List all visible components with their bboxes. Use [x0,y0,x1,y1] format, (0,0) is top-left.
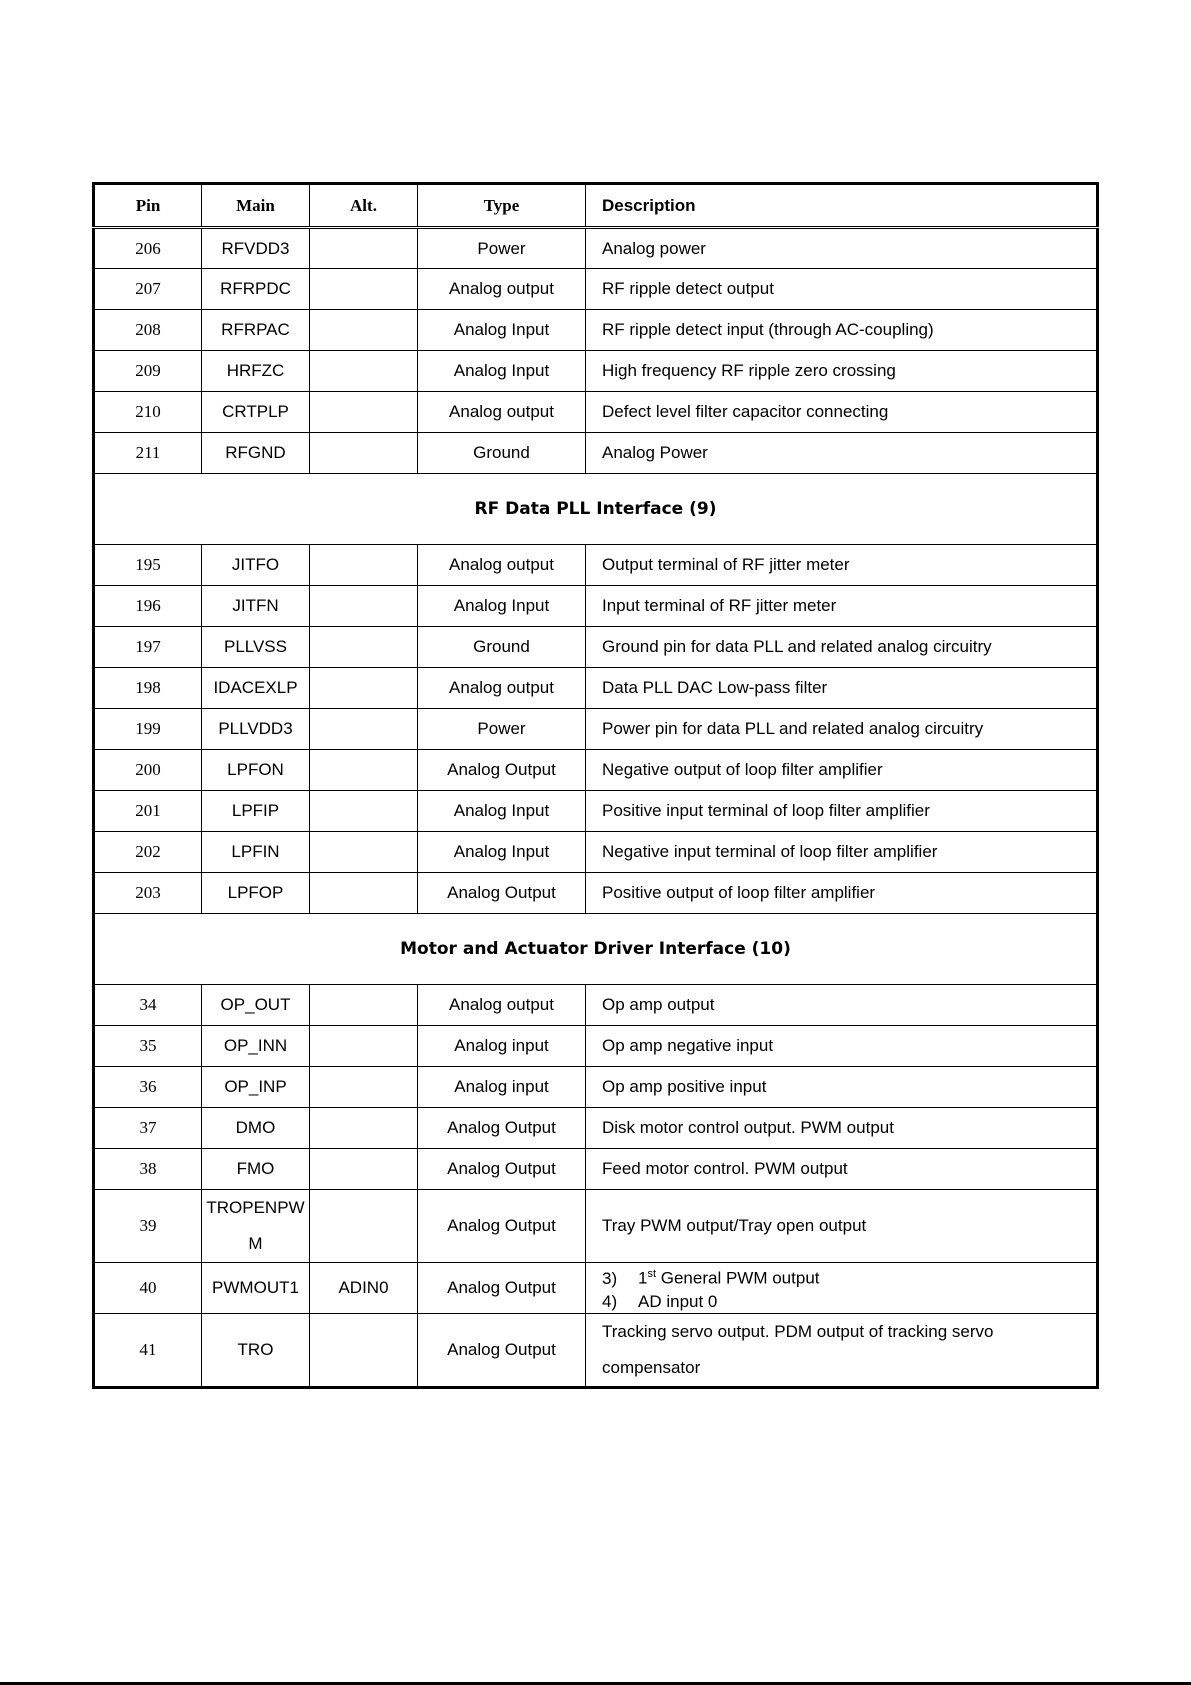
description-line-2: compensator [602,1357,701,1377]
alt-cell [310,750,418,791]
pin-description-table [92,182,1099,1389]
pin-cell: 210 [94,392,202,433]
description-cell: Op amp positive input [586,1067,1098,1108]
pin-cell: 203 [94,873,202,914]
type-cell: Analog Output [418,1313,586,1387]
table-row [94,873,1098,914]
table-row [94,228,1098,269]
type-cell: Analog output [418,269,586,310]
description-cell: Feed motor control. PWM output [586,1149,1098,1190]
main-line-2: M [248,1234,263,1253]
pin-cell: 206 [94,228,202,269]
main-cell: PWMOUT1 [202,1263,310,1314]
type-cell: Analog Input [418,791,586,832]
alt-cell: ADIN0 [310,1263,418,1314]
main-line-1: TROPENPW [206,1198,305,1217]
header-description: Description [586,184,1098,228]
type-cell: Analog Input [418,832,586,873]
type-cell: Analog Input [418,351,586,392]
pin-cell: 36 [94,1067,202,1108]
table-row [94,832,1098,873]
header-type: Type [418,184,586,228]
type-cell: Analog output [418,985,586,1026]
description-cell [586,1313,1098,1387]
table-row [94,545,1098,586]
type-cell: Power [418,228,586,269]
type-cell: Analog output [418,545,586,586]
description-cell: Op amp output [586,985,1098,1026]
description-cell: Output terminal of RF jitter meter [586,545,1098,586]
type-cell: Analog Output [418,1263,586,1314]
description-cell: Power pin for data PLL and related analog circuitry [586,709,1098,750]
pin-cell: 41 [94,1313,202,1387]
main-cell: RFRPAC [202,310,310,351]
alt-cell [310,1313,418,1387]
main-cell: IDACEXLP [202,668,310,709]
description-cell: RF ripple detect input (through AC-coupling) [586,310,1098,351]
pin-cell: 202 [94,832,202,873]
table-row [94,1026,1098,1067]
list-text: General PWM output [656,1268,820,1288]
type-cell: Ground [418,627,586,668]
table-row [94,1263,1098,1314]
header-pin: Pin [94,184,202,228]
alt-cell [310,791,418,832]
section-row [94,474,1098,545]
pin-cell: 38 [94,1149,202,1190]
description-cell: Data PLL DAC Low-pass filter [586,668,1098,709]
main-cell: PLLVSS [202,627,310,668]
description-cell: Ground pin for data PLL and related analog circuitry [586,627,1098,668]
table-row [94,1067,1098,1108]
table-row [94,709,1098,750]
description-cell: Analog Power [586,433,1098,474]
pin-cell: 37 [94,1108,202,1149]
description-cell: Negative output of loop filter amplifier [586,750,1098,791]
table-row [94,310,1098,351]
table-row [94,586,1098,627]
main-cell [202,1190,310,1263]
main-cell: RFRPDC [202,269,310,310]
main-cell: TRO [202,1313,310,1387]
alt-cell [310,433,418,474]
main-cell: OP_INP [202,1067,310,1108]
main-cell: LPFOP [202,873,310,914]
main-cell: JITFO [202,545,310,586]
type-cell: Analog output [418,392,586,433]
description-cell: Positive output of loop filter amplifier [586,873,1098,914]
pin-cell: 195 [94,545,202,586]
table-row [94,351,1098,392]
list-item [602,1290,1096,1313]
table-row [94,750,1098,791]
alt-cell [310,627,418,668]
alt-cell [310,1026,418,1067]
alt-cell [310,351,418,392]
description-list [602,1263,1096,1313]
table-row [94,1149,1098,1190]
alt-cell [310,228,418,269]
description-cell: Negative input terminal of loop filter amplifier [586,832,1098,873]
table-header-row [94,184,1098,228]
alt-cell [310,586,418,627]
type-cell: Power [418,709,586,750]
type-cell: Analog Input [418,310,586,351]
list-text: AD input 0 [638,1291,718,1311]
alt-cell [310,1108,418,1149]
type-cell: Analog input [418,1067,586,1108]
pin-cell: 40 [94,1263,202,1314]
description-line-1: Tracking servo output. PDM output of tracking servo [602,1321,994,1341]
section-title-motor-actuator: Motor and Actuator Driver Interface (10) [94,914,1098,985]
alt-cell [310,545,418,586]
alt-cell [310,1067,418,1108]
main-cell: RFGND [202,433,310,474]
section-title-rf-data-pll: RF Data PLL Interface (9) [94,474,1098,545]
table-row [94,392,1098,433]
description-cell: Tray PWM output/Tray open output [586,1190,1098,1263]
type-cell: Ground [418,433,586,474]
header-main: Main [202,184,310,228]
main-cell: RFVDD3 [202,228,310,269]
pin-cell: 199 [94,709,202,750]
pin-cell: 197 [94,627,202,668]
main-cell: OP_INN [202,1026,310,1067]
type-cell: Analog Output [418,1149,586,1190]
list-superscript: st [647,1268,657,1280]
pin-cell: 200 [94,750,202,791]
main-cell: LPFON [202,750,310,791]
alt-cell [310,1149,418,1190]
description-cell: Disk motor control output. PWM output [586,1108,1098,1149]
type-cell: Analog Output [418,1190,586,1263]
table-row [94,269,1098,310]
main-cell: DMO [202,1108,310,1149]
type-cell: Analog input [418,1026,586,1067]
description-cell: RF ripple detect output [586,269,1098,310]
pin-cell: 208 [94,310,202,351]
type-cell: Analog Output [418,750,586,791]
description-cell [586,1263,1098,1314]
pin-cell: 34 [94,985,202,1026]
main-cell: PLLVDD3 [202,709,310,750]
alt-cell [310,668,418,709]
alt-cell [310,709,418,750]
table-row [94,1190,1098,1263]
pin-cell: 39 [94,1190,202,1263]
type-cell: Analog Input [418,586,586,627]
alt-cell [310,832,418,873]
list-item [602,1263,1096,1290]
list-number: 3) [602,1268,618,1288]
main-cell: FMO [202,1149,310,1190]
main-cell: CRTPLP [202,392,310,433]
pin-cell: 211 [94,433,202,474]
description-cell: Input terminal of RF jitter meter [586,586,1098,627]
main-cell: LPFIP [202,791,310,832]
pin-cell: 35 [94,1026,202,1067]
alt-cell [310,269,418,310]
description-cell: Positive input terminal of loop filter amplifier [586,791,1098,832]
main-cell: OP_OUT [202,985,310,1026]
list-text: 1 [638,1268,648,1288]
description-cell: Defect level filter capacitor connecting [586,392,1098,433]
description-cell: Op amp negative input [586,1026,1098,1067]
type-cell: Analog Output [418,1108,586,1149]
table-row [94,668,1098,709]
table-row [94,1313,1098,1387]
alt-cell [310,392,418,433]
alt-cell [310,873,418,914]
header-alt: Alt. [310,184,418,228]
alt-cell [310,985,418,1026]
table-row [94,985,1098,1026]
pin-cell: 209 [94,351,202,392]
alt-cell [310,1190,418,1263]
type-cell: Analog Output [418,873,586,914]
table-row [94,1108,1098,1149]
pin-cell: 207 [94,269,202,310]
table-row [94,627,1098,668]
table-row [94,791,1098,832]
list-number: 4) [602,1291,618,1311]
pin-cell: 201 [94,791,202,832]
description-cell: Analog power [586,228,1098,269]
main-cell: HRFZC [202,351,310,392]
type-cell: Analog output [418,668,586,709]
table-row [94,433,1098,474]
pin-cell: 198 [94,668,202,709]
description-cell: High frequency RF ripple zero crossing [586,351,1098,392]
alt-cell [310,310,418,351]
main-cell: JITFN [202,586,310,627]
section-row [94,914,1098,985]
main-cell: LPFIN [202,832,310,873]
pin-cell: 196 [94,586,202,627]
